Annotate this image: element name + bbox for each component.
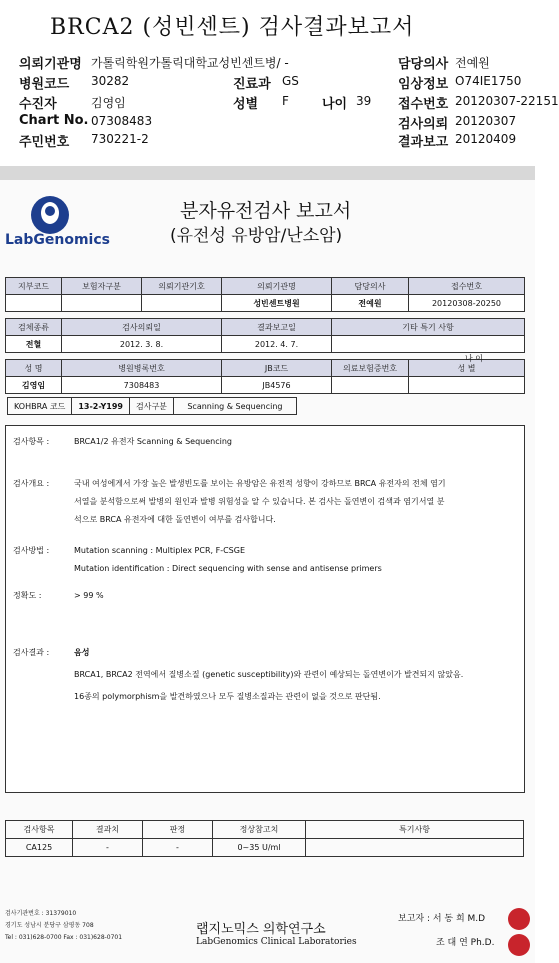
table-row: [6, 839, 524, 857]
table-cell: CA125: [6, 839, 73, 857]
result-line: 16종의 polymorphism을 발견하였으나 모두 질병소질과는 관련이 없을 것으로 판단됨.: [74, 692, 381, 701]
label-request-date: 검사의뢰: [398, 117, 449, 132]
test-item-label: 검사항목 :: [13, 437, 50, 446]
value-report-date: 20120409: [455, 132, 517, 146]
table-header: 의료보험증번호: [332, 360, 409, 377]
table-row: [6, 336, 525, 353]
table-cell: [6, 295, 62, 312]
table-row: [6, 377, 525, 394]
table-header: 결과치: [73, 821, 143, 839]
table-cell: [142, 295, 222, 312]
table-cell: [409, 377, 525, 394]
result-line: BRCA1, BRCA2 전역에서 질병소질 (genetic susceptibility)와 관련이 예상되는 돌연변이가 발견되지 않았음.: [74, 670, 464, 679]
report-title: 분자유전검사 보고서: [180, 200, 352, 222]
table-header: 담당의사: [332, 278, 409, 295]
table-row: [6, 353, 525, 360]
overview-label: 검사개요 :: [13, 479, 50, 488]
table-cell: 전혈: [6, 336, 62, 353]
table-header: 성 명: [6, 360, 62, 377]
table-row: [8, 398, 297, 415]
result-value: 음성: [74, 648, 90, 657]
value-department: GS: [282, 74, 299, 88]
table-row: [6, 295, 525, 312]
label-doctor: 담당의사: [398, 57, 449, 72]
table-header: 정상참고치: [213, 821, 306, 839]
value-doctor: 전예원: [455, 56, 490, 70]
lab-name-en: LabGenomics Clinical Laboratories: [196, 937, 357, 947]
method-label: 검사방법 :: [13, 546, 50, 555]
test-type-label: 검사구분: [129, 398, 173, 415]
table-header: 기타 특기 사항: [332, 319, 525, 336]
table-header: 특기사항: [306, 821, 524, 839]
reporter-1: 보고자 : 서 동 희 M.D: [398, 914, 486, 924]
label-report-date: 결과보고: [398, 135, 449, 150]
label-hospital-code: 병원코드: [19, 77, 70, 92]
label-receipt-no: 접수번호: [398, 97, 449, 112]
table-header: 의뢰기관기호: [142, 278, 222, 295]
lab-address-line: 검사기관번호 : 31379010: [5, 910, 77, 917]
kohbra-table: [7, 397, 297, 415]
table-row: [6, 278, 525, 295]
kohbra-code: 13-2-Y199: [72, 398, 130, 415]
table-cell: 전예원: [332, 295, 409, 312]
value-sex: F: [282, 94, 289, 108]
table-cell: 2012. 3. 8.: [62, 336, 222, 353]
value-hospital-code: 30282: [91, 74, 130, 88]
table-header: 검체종류: [6, 319, 62, 336]
lab-address-line: 경기도 성남시 분당구 삼평동 708: [5, 922, 94, 929]
header-row-4-right: [398, 113, 517, 132]
overview-line: 서열을 분석함으로써 발병의 원인과 발병 위험성을 알 수 있습니다. 본 검사는 돌연변이 검색과 염기서열 분: [74, 497, 445, 506]
table-cell: [332, 377, 409, 394]
table-header: 병원병록번호: [62, 360, 222, 377]
label-resident-no: 주민번호: [19, 135, 70, 150]
table-cell: 20120308-20250: [409, 295, 525, 312]
kohbra-label: KOHBRA 코드: [8, 398, 72, 415]
label-clinical-info: 임상정보: [398, 77, 449, 92]
header-row-2: [19, 73, 130, 92]
table-header: 의뢰기관명: [222, 278, 332, 295]
table-cell: 7308483: [62, 377, 222, 394]
header-row-3-mid: [233, 93, 289, 112]
lab-address-line: Tel : 031)628-0700 Fax : 031)628-0701: [5, 934, 123, 941]
table-header: 성 별: [409, 360, 525, 377]
test-type-value: Scanning & Sequencing: [173, 398, 296, 415]
table-header: 판정: [143, 821, 213, 839]
header-row-1: [19, 53, 289, 72]
accuracy-value: > 99 %: [74, 591, 104, 600]
accuracy-label: 정확도 :: [13, 591, 42, 600]
header-row-3: [19, 93, 126, 112]
table-cell: 2012. 4. 7.: [222, 336, 332, 353]
test-item-value: BRCA1/2 유전자 Scanning & Sequencing: [74, 437, 232, 446]
label-department: 진료과: [233, 77, 271, 92]
lab-name-kr: 랩지노믹스 의학연구소: [196, 922, 326, 937]
value-chart-no: 07308483: [91, 114, 153, 128]
age-header: 나 이: [465, 354, 483, 363]
method-line: Mutation identification : Direct sequencing with sense and antisense primers: [74, 564, 382, 573]
value-patient: 김영임: [91, 96, 126, 110]
result-text: [74, 666, 524, 706]
report-subtitle: (유전성 유방암/난소암): [170, 226, 343, 246]
overview-line: 석으로 BRCA 유전자에 대한 돌연변이 여부를 검사합니다.: [74, 515, 276, 524]
label-institution: 의뢰기관명: [19, 57, 82, 72]
label-sex: 성별: [233, 97, 259, 112]
table-gap: [6, 353, 525, 360]
table-row: [6, 319, 525, 336]
overview-text: [74, 475, 524, 529]
value-institution: 가톨릭학원가톨릭대학교성빈센트병/ -: [91, 56, 289, 70]
header-row-2-right: [398, 73, 522, 92]
value-age: 39: [356, 94, 372, 108]
header-row-2-mid: [233, 73, 299, 92]
table-header: 지부코드: [6, 278, 62, 295]
value-receipt-no: 20120307-22151: [455, 94, 559, 108]
table-row: [6, 360, 525, 377]
table-cell: [332, 336, 525, 353]
table-cell: [306, 839, 524, 857]
page-title: BRCA2 (성빈센트) 검사결과보고서: [50, 15, 415, 40]
table-cell: 성빈센트병원: [222, 295, 332, 312]
table-header: 검사항목: [6, 821, 73, 839]
table-gap: [6, 312, 525, 319]
overview-line: 국내 여성에게서 가장 높은 발생빈도를 보이는 유방암은 유전적 성향이 강하므로 BRCA 유전자의 전체 염기: [74, 479, 446, 488]
header-row-5-right: [398, 131, 517, 150]
label-patient: 수진자: [19, 97, 57, 112]
seal-stamp-icon: [508, 908, 530, 930]
header-row-1-right: [398, 53, 490, 72]
header-row-4: [19, 113, 153, 128]
value-resident-no: 730221-2: [91, 132, 149, 146]
method-line: Mutation scanning : Multiplex PCR, F-CSGE: [74, 546, 246, 555]
lab-address: [5, 908, 122, 944]
header-row-3-age: [322, 93, 372, 112]
table-cell: [62, 295, 142, 312]
method-text: [74, 542, 524, 578]
value-request-date: 20120307: [455, 114, 517, 128]
header-row-3-right: [398, 93, 559, 112]
table-cell: JB4576: [222, 377, 332, 394]
test-details-box: [5, 425, 525, 793]
table-header: JB코드: [222, 360, 332, 377]
table-cell: -: [143, 839, 213, 857]
table-row: [6, 821, 524, 839]
logo-text: LabGenomics: [5, 232, 110, 248]
divider-band: [0, 166, 535, 180]
label-chart-no: Chart No.: [19, 113, 89, 128]
value-clinical-info: O74IE1750: [455, 74, 522, 88]
seal-stamp-icon: [508, 934, 530, 956]
table-cell: 0~35 U/ml: [213, 839, 306, 857]
header-row-5: [19, 131, 149, 150]
marker-result-table: [5, 820, 524, 857]
table-cell: 김영임: [6, 377, 62, 394]
table-cell: -: [73, 839, 143, 857]
reporter-2: 조 대 연 Ph.D.: [436, 938, 495, 948]
result-label: 검사결과 :: [13, 648, 50, 657]
table-row: [6, 312, 525, 319]
table-header: 접수번호: [409, 278, 525, 295]
patient-info-table: [5, 277, 525, 394]
header-panel: [0, 0, 559, 165]
label-age: 나이: [322, 97, 348, 112]
table-header: 결과보고일: [222, 319, 332, 336]
labgenomics-logo-icon: [10, 195, 100, 235]
table-header: 보험자구분: [62, 278, 142, 295]
table-header: 검사의뢰일: [62, 319, 222, 336]
